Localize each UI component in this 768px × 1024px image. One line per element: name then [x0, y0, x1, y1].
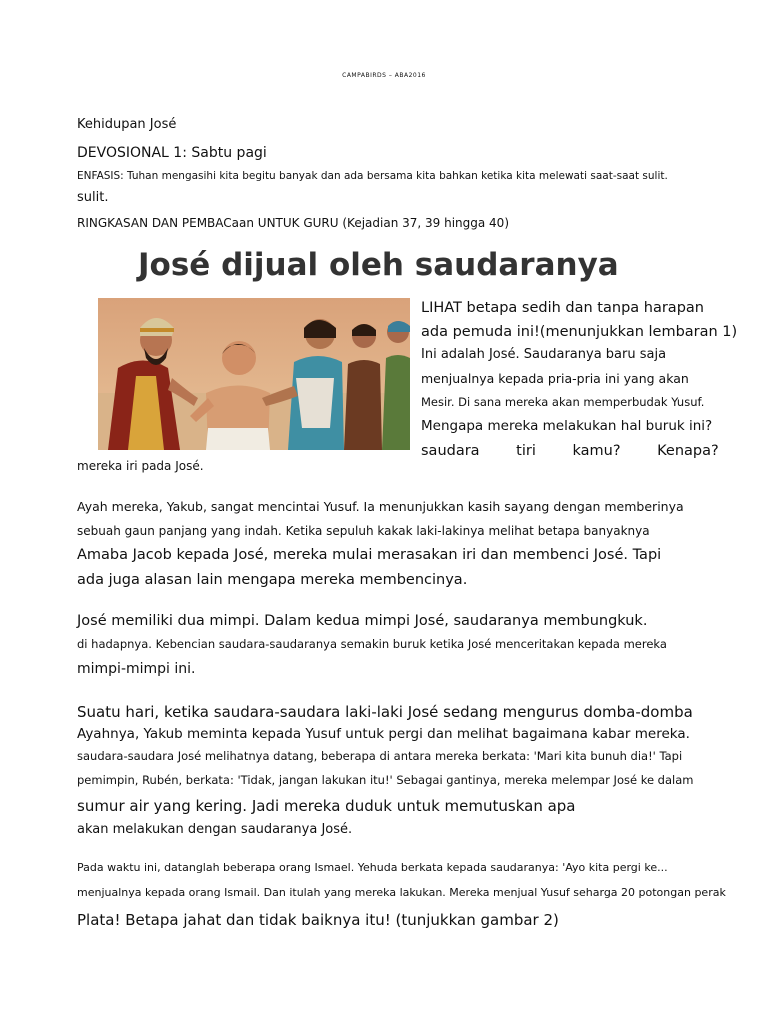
side-line-2: ada pemuda ini!(menunjukkan lembaran 1) [421, 324, 738, 340]
devotional-line: DEVOSIONAL 1: Sabtu pagi [77, 145, 267, 161]
para4-line-3: Plata! Betapa jahat dan tidak baiknya itu! (tunjukkan gambar 2) [77, 911, 559, 929]
emphasis-line: ENFASIS: Tuhan mengasihi kita begitu banyak dan ada bersama kita bahkan ketika kita melewati saat-saat sulit. [77, 170, 668, 182]
para3-line-6: akan melakukan dengan saudaranya José. [77, 822, 353, 837]
para1-line-1: Ayah mereka, Yakub, sangat mencintai Yusuf. Ia menunjukkan kasih sayang dengan memberinya [77, 499, 684, 514]
life-line: Kehidupan José [77, 117, 177, 132]
side-line-4: menjualnya kepada pria-pria ini yang akan [421, 371, 689, 386]
story-title: José dijual oleh saudaranya [138, 247, 619, 283]
side-line-6: Mengapa mereka melakukan hal buruk ini? [421, 418, 713, 434]
joseph-sold-illustration [98, 298, 410, 450]
para4-line-1: Pada waktu ini, datanglah beberapa orang Ismael. Yehuda berkata kepada saudaranya: 'Ayo kita pergi ke... [77, 861, 668, 874]
para2-line-3: mimpi-mimpi ini. [77, 661, 196, 677]
para2-line-2: di hadapnya. Kebencian saudara-saudaranya semakin buruk ketika José menceritakan kepada mereka [77, 637, 667, 651]
para3-line-2: Ayahnya, Yakub meminta kepada Yusuf untuk pergi dan melihat bagaimana kabar mereka. [77, 726, 690, 742]
para3-line-4: pemimpin, Rubén, berkata: 'Tidak, jangan lakukan itu!' Sebagai gantinya, mereka melempar José ke dalam [77, 773, 694, 787]
side-line-1: LIHAT betapa sedih dan tanpa harapan [421, 300, 704, 316]
document-header: CAMPABIRDS – ABA2016 [342, 72, 426, 79]
side-line-3: Ini adalah José. Saudaranya baru saja [421, 347, 667, 362]
para1-line-4: ada juga alasan lain mengapa mereka membencinya. [77, 572, 468, 588]
side-line-5: Mesir. Di sana mereka akan memperbudak Yusuf. [421, 395, 705, 409]
para3-line-1: Suatu hari, ketika saudara-saudara laki-laki José sedang mengurus domba-domba [77, 703, 693, 721]
para1-line-2: sebuah gaun panjang yang indah. Ketika sepuluh kakak laki-lakinya melihat betapa banyaknya [77, 524, 650, 538]
summary-line: RINGKASAN DAN PEMBACaan UNTUK GURU (Kejadian 37, 39 hingga 40) [77, 216, 509, 230]
para2-line-1: José memiliki dua mimpi. Dalam kedua mimpi José, saudaranya membungkuk. [77, 613, 648, 629]
para4-line-2: menjualnya kepada orang Ismail. Dan itulah yang mereka lakukan. Mereka menjual Yusuf seharga 20 potongan perak [77, 886, 726, 899]
para3-line-5: sumur air yang kering. Jadi mereka duduk untuk memutuskan apa [77, 797, 576, 815]
after-image-line: mereka iri pada José. [77, 459, 204, 473]
para3-line-3: saudara-saudara José melihatnya datang, beberapa di antara mereka berkata: 'Mari kita bunuh dia!' Tapi [77, 749, 683, 763]
para1-line-3: Amaba Jacob kepada José, mereka mulai merasakan iri dan membenci José. Tapi [77, 547, 662, 563]
emphasis-continuation: sulit. [77, 190, 109, 205]
side-line-7: saudara tiri kamu? Kenapa? [421, 443, 719, 459]
